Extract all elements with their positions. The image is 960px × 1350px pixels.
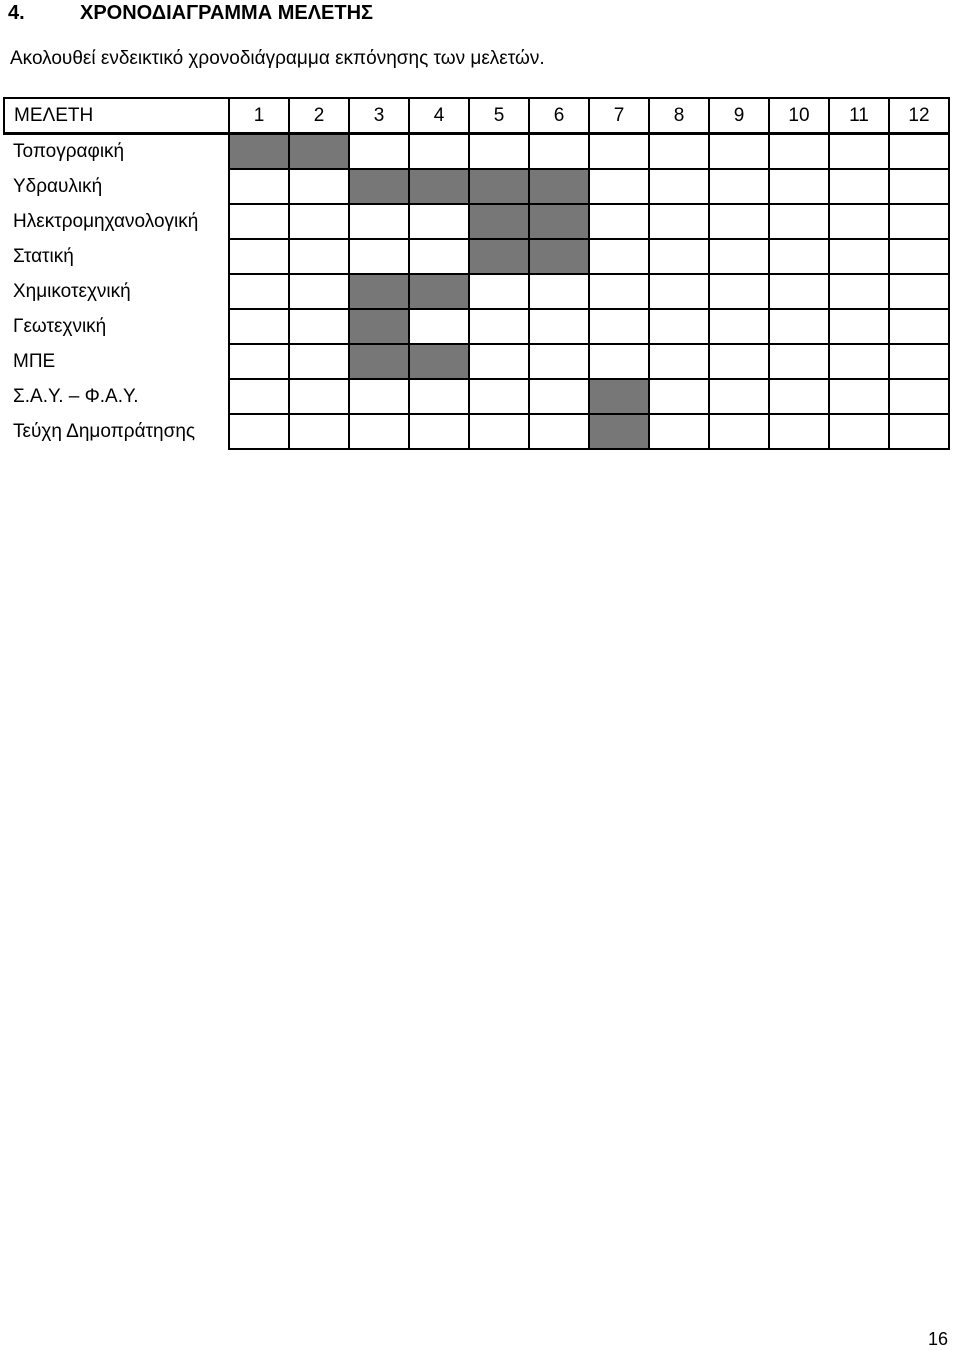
schedule-cell-empty: [829, 134, 889, 170]
schedule-cell-empty: [829, 309, 889, 344]
schedule-cell-empty: [229, 204, 289, 239]
schedule-cell-active: [349, 344, 409, 379]
schedule-cell-empty: [589, 309, 649, 344]
schedule-cell-empty: [889, 239, 949, 274]
schedule-cell-empty: [589, 134, 649, 170]
schedule-cell-empty: [469, 309, 529, 344]
section-title: ΧΡΟΝΟΔΙΑΓΡΑΜΜΑ ΜΕΛΕΤΗΣ: [80, 2, 374, 24]
study-name: Υδραυλική: [4, 169, 229, 204]
schedule-cell-empty: [229, 239, 289, 274]
schedule-cell-empty: [229, 274, 289, 309]
schedule-cell-active: [349, 169, 409, 204]
schedule-cell-empty: [349, 134, 409, 170]
schedule-cell-empty: [529, 134, 589, 170]
schedule-cell-empty: [229, 309, 289, 344]
schedule-cell-empty: [409, 414, 469, 449]
month-header-2: 2: [289, 98, 349, 134]
schedule-cell-empty: [889, 344, 949, 379]
study-name: Τοπογραφική: [4, 134, 229, 170]
table-row: [4, 379, 949, 414]
schedule-cell-empty: [649, 379, 709, 414]
study-name: Γεωτεχνική: [4, 309, 229, 344]
schedule-header-row: [4, 98, 949, 134]
schedule-cell-empty: [409, 239, 469, 274]
schedule-cell-empty: [289, 414, 349, 449]
schedule-cell-empty: [769, 344, 829, 379]
schedule-cell-empty: [409, 204, 469, 239]
schedule-cell-empty: [229, 169, 289, 204]
schedule-cell-empty: [829, 344, 889, 379]
schedule-cell-active: [409, 169, 469, 204]
intro-paragraph: Ακολουθεί ενδεικτικό χρονοδιάγραμμα εκπόνησης των μελετών.: [10, 48, 545, 69]
schedule-body: [4, 134, 949, 450]
schedule-cell-active: [589, 414, 649, 449]
schedule-cell-active: [589, 379, 649, 414]
table-row: [4, 204, 949, 239]
schedule-cell-empty: [289, 204, 349, 239]
schedule-cell-active: [349, 309, 409, 344]
schedule-cell-empty: [769, 379, 829, 414]
schedule-cell-empty: [769, 239, 829, 274]
schedule-cell-empty: [469, 379, 529, 414]
schedule-cell-empty: [289, 379, 349, 414]
schedule-cell-empty: [649, 204, 709, 239]
schedule-cell-active: [409, 274, 469, 309]
schedule-cell-empty: [829, 379, 889, 414]
table-row: [4, 309, 949, 344]
page-number: 16: [927, 1329, 948, 1349]
schedule-cell-empty: [229, 344, 289, 379]
schedule-cell-empty: [589, 169, 649, 204]
schedule-cell-empty: [409, 134, 469, 170]
schedule-cell-empty: [709, 204, 769, 239]
schedule-cell-empty: [709, 414, 769, 449]
study-name: Χημικοτεχνική: [4, 274, 229, 309]
study-name: Στατική: [4, 239, 229, 274]
schedule-cell-empty: [889, 309, 949, 344]
month-header-9: 9: [709, 98, 769, 134]
schedule-cell-empty: [529, 414, 589, 449]
month-header-5: 5: [469, 98, 529, 134]
study-name: Ηλεκτρομηχανολογική: [4, 204, 229, 239]
table-row: [4, 274, 949, 309]
schedule-cell-empty: [829, 169, 889, 204]
schedule-cell-empty: [529, 309, 589, 344]
schedule-cell-empty: [709, 309, 769, 344]
schedule-cell-empty: [349, 239, 409, 274]
schedule-cell-active: [409, 344, 469, 379]
schedule-cell-empty: [589, 274, 649, 309]
schedule-cell-empty: [649, 169, 709, 204]
schedule-cell-empty: [709, 239, 769, 274]
schedule-cell-empty: [409, 309, 469, 344]
month-header-1: 1: [229, 98, 289, 134]
schedule-cell-empty: [709, 379, 769, 414]
schedule-cell-empty: [769, 274, 829, 309]
schedule-cell-empty: [889, 204, 949, 239]
schedule-cell-empty: [709, 274, 769, 309]
study-column-header: ΜΕΛΕΤΗ: [4, 98, 229, 134]
schedule-cell-empty: [889, 169, 949, 204]
schedule-cell-empty: [349, 379, 409, 414]
schedule-cell-empty: [589, 204, 649, 239]
schedule-table: [3, 97, 950, 450]
schedule-cell-empty: [469, 344, 529, 379]
schedule-cell-empty: [529, 344, 589, 379]
schedule-cell-active: [469, 169, 529, 204]
schedule-cell-empty: [469, 134, 529, 170]
schedule-cell-active: [529, 169, 589, 204]
table-row: [4, 414, 949, 449]
schedule-cell-empty: [889, 134, 949, 170]
schedule-cell-empty: [229, 414, 289, 449]
schedule-cell-empty: [829, 204, 889, 239]
schedule-cell-active: [529, 239, 589, 274]
schedule-cell-empty: [649, 274, 709, 309]
schedule-cell-empty: [349, 414, 409, 449]
schedule-cell-empty: [349, 204, 409, 239]
month-header-8: 8: [649, 98, 709, 134]
schedule-cell-empty: [889, 379, 949, 414]
schedule-cell-active: [289, 134, 349, 170]
schedule-cell-empty: [769, 169, 829, 204]
study-name: ΜΠΕ: [4, 344, 229, 379]
schedule-cell-empty: [709, 134, 769, 170]
schedule-cell-empty: [529, 379, 589, 414]
schedule-cell-empty: [829, 414, 889, 449]
schedule-cell-empty: [289, 239, 349, 274]
schedule-cell-empty: [829, 239, 889, 274]
schedule-cell-empty: [649, 344, 709, 379]
schedule-cell-active: [229, 134, 289, 170]
schedule-cell-empty: [769, 204, 829, 239]
schedule-cell-empty: [289, 274, 349, 309]
table-row: [4, 134, 949, 170]
schedule-cell-empty: [469, 414, 529, 449]
schedule-cell-empty: [229, 379, 289, 414]
schedule-cell-empty: [709, 344, 769, 379]
schedule-cell-empty: [409, 379, 469, 414]
schedule-cell-active: [349, 274, 409, 309]
schedule-cell-empty: [889, 274, 949, 309]
schedule-cell-empty: [649, 414, 709, 449]
schedule-cell-empty: [769, 309, 829, 344]
month-header-6: 6: [529, 98, 589, 134]
schedule-cell-empty: [769, 414, 829, 449]
schedule-cell-empty: [589, 239, 649, 274]
schedule-cell-empty: [649, 239, 709, 274]
schedule-cell-empty: [709, 169, 769, 204]
table-row: [4, 169, 949, 204]
month-header-10: 10: [769, 98, 829, 134]
schedule-cell-empty: [289, 344, 349, 379]
schedule-cell-empty: [649, 134, 709, 170]
schedule-cell-empty: [889, 414, 949, 449]
schedule-cell-empty: [589, 344, 649, 379]
table-row: [4, 239, 949, 274]
schedule-cell-empty: [649, 309, 709, 344]
month-header-11: 11: [829, 98, 889, 134]
schedule-cell-empty: [529, 274, 589, 309]
schedule-cell-empty: [829, 274, 889, 309]
study-name: Σ.Α.Υ. – Φ.Α.Υ.: [4, 379, 229, 414]
month-header-3: 3: [349, 98, 409, 134]
schedule-cell-empty: [769, 134, 829, 170]
schedule-cell-empty: [289, 169, 349, 204]
month-header-4: 4: [409, 98, 469, 134]
schedule-cell-active: [469, 204, 529, 239]
section-number: 4.: [8, 2, 25, 24]
study-name: Τεύχη Δημοπράτησης: [4, 414, 229, 449]
schedule-cell-active: [469, 239, 529, 274]
table-row: [4, 344, 949, 379]
month-header-7: 7: [589, 98, 649, 134]
schedule-cell-empty: [289, 309, 349, 344]
month-header-12: 12: [889, 98, 949, 134]
schedule-cell-empty: [469, 274, 529, 309]
section-heading: [8, 2, 373, 25]
schedule-cell-active: [529, 204, 589, 239]
